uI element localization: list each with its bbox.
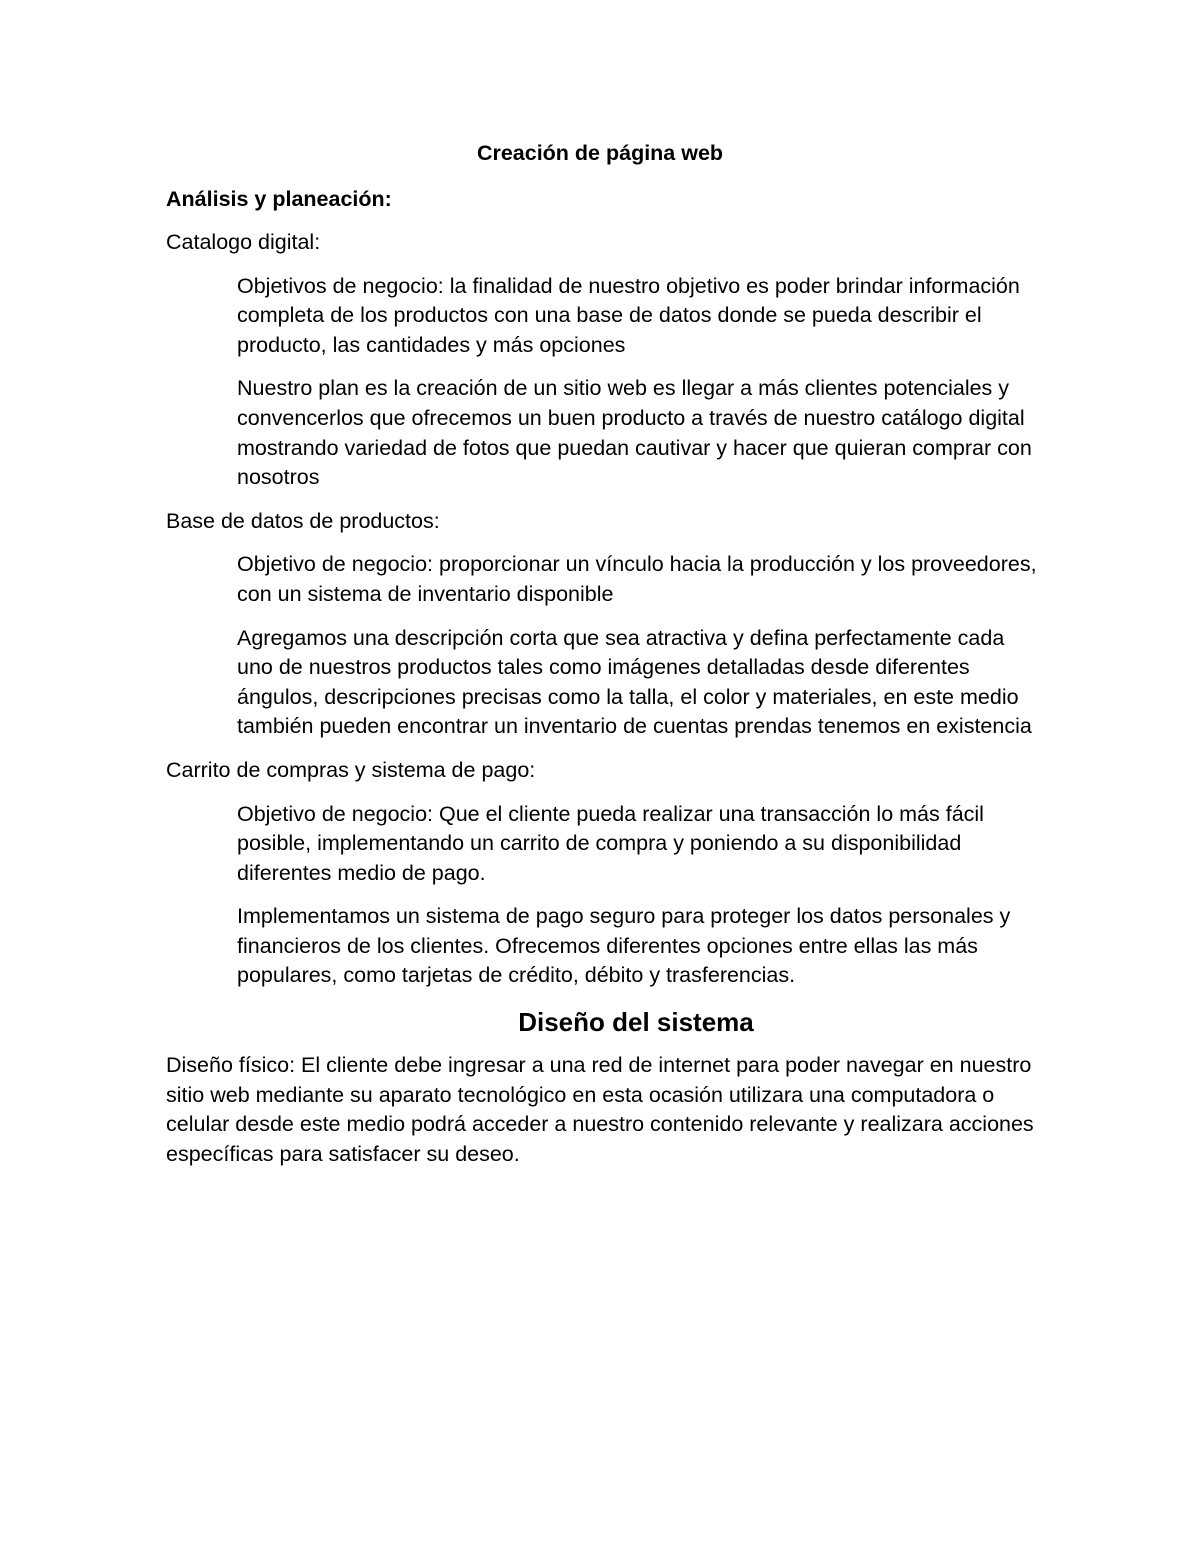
catalog-paragraph-plan: Nuestro plan es la creación de un sitio web es llegar a más clientes potenciales y convencerlos que ofrecemos un buen producto a través de nuestro catálogo digital mostrando variedad de fotos que puedan cautivar y hacer que quieran comprar con nosotros — [237, 376, 1032, 490]
database-paragraph-description: Agregamos una descripción corta que sea atractiva y defina perfectamente cada uno de nuestros productos tales como imágenes detalladas desde diferentes ángulos, descripciones precisas como la talla, el color y materiales, en este medio también pueden encontrar un inventario de cuentas prendas tenemos en existencia — [237, 625, 1032, 739]
catalog-paragraph-objectives: Objetivos de negocio: la finalidad de nuestro objetivo es poder brindar información completa de los productos con una base de datos donde se pueda describir el producto, las cantidades y más opciones — [237, 273, 1020, 357]
design-heading: Diseño del sistema — [518, 1007, 754, 1038]
document-title: Creación de página web — [476, 141, 724, 165]
design-paragraph-physical: Diseño físico: El cliente debe ingresar a una red de internet para poder navegar en nuestro sitio web mediante su aparato tecnológico en esta ocasión utilizara una computadora o celular desde este medio podrá acceder a nuestro contenido relevante y realizara acciones específicas para satisfacer su deseo. — [166, 1053, 1034, 1166]
database-label: Base de datos de productos: — [166, 508, 440, 533]
section-heading-analysis: Análisis y planeación: — [166, 187, 392, 211]
cart-label: Carrito de compras y sistema de pago: — [166, 757, 536, 782]
cart-paragraph-objective: Objetivo de negocio: Que el cliente pueda realizar una transacción lo más fácil posible, implementando un carrito de compra y poniendo a su disponibilidad diferentes medio de pago. — [237, 801, 984, 885]
cart-paragraph-payment: Implementamos un sistema de pago seguro para proteger los datos personales y financieros de los clientes. Ofrecemos diferentes opciones entre ellas las más populares, como tarjetas de crédito, débito y trasferencias. — [237, 904, 1011, 988]
catalog-label: Catalogo digital: — [166, 230, 321, 254]
document-body — [166, 228, 1046, 1169]
database-paragraph-objective: Objetivo de negocio: proporcionar un vínculo hacia la producción y los proveedores, con un sistema de inventario disponible — [237, 552, 1037, 606]
